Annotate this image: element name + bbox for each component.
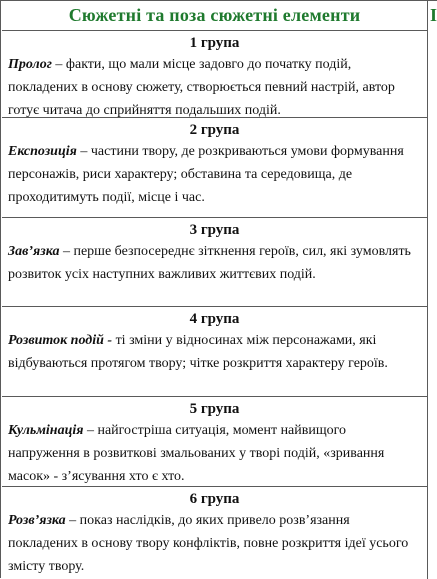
definition: перше безпосереднє зіткнення героїв, сил, які зумовлять розвиток усіх наступних важливих життєвих подій.	[8, 244, 411, 282]
group-title: 2 група	[189, 122, 240, 138]
separator: –	[51, 57, 66, 72]
table-header	[2, 2, 427, 31]
next-column-header-fragment: I	[430, 5, 437, 25]
column-divider	[427, 1, 428, 579]
term: Пролог	[8, 57, 52, 72]
row-description	[8, 419, 421, 488]
table-row	[2, 307, 427, 397]
term: Зав’язка	[8, 244, 60, 259]
separator: –	[59, 244, 74, 259]
row-description	[8, 53, 421, 122]
table-row	[2, 118, 427, 218]
table-row	[2, 487, 427, 579]
group-title: 6 група	[189, 491, 240, 507]
row-description	[8, 240, 421, 286]
table-row	[2, 397, 427, 487]
separator: –	[65, 513, 80, 528]
group-title: 1 група	[189, 35, 240, 51]
term: Експозиція	[8, 144, 77, 159]
definition: найгостріша ситуація, момент найвищого напруження в розвиткові змальованих у творі подій, «зривання масок» - з’ясування хто є хто.	[8, 423, 385, 484]
definition: факти, що мали місце задовго до початку подій, покладених в основу сюжету, створюється певний настрій, автор готує читача до сприйняття подальших подій.	[8, 57, 395, 118]
separator: –	[76, 144, 91, 159]
table-row	[2, 31, 427, 118]
term: Розвиток подій -	[8, 333, 113, 348]
definition: частини твору, де розкриваються умови формування персонажів, риси характеру; обставина та середовища, де проходитимуть події, місце і час.	[8, 144, 404, 205]
group-title: 5 група	[189, 401, 240, 417]
table-row	[2, 218, 427, 307]
separator: –	[83, 423, 98, 438]
table-header-title: Сюжетні та поза сюжетні елементи	[68, 5, 361, 25]
row-description	[8, 509, 421, 578]
definition: показ наслідків, до яких привело розв’язання покладених в основу твору конфліктів, повне розкриття ідеї усього змісту твору.	[8, 513, 409, 574]
group-title: 3 група	[189, 222, 240, 238]
group-title: 4 група	[189, 311, 240, 327]
definition: ті зміни у відносинах між персонажами, які відбуваються протягом твору; чітке розкриття характеру героїв.	[8, 333, 388, 371]
row-description	[8, 329, 421, 375]
term: Розв’язка	[8, 513, 66, 528]
term: Кульмінація	[8, 423, 84, 438]
row-description	[8, 140, 421, 209]
